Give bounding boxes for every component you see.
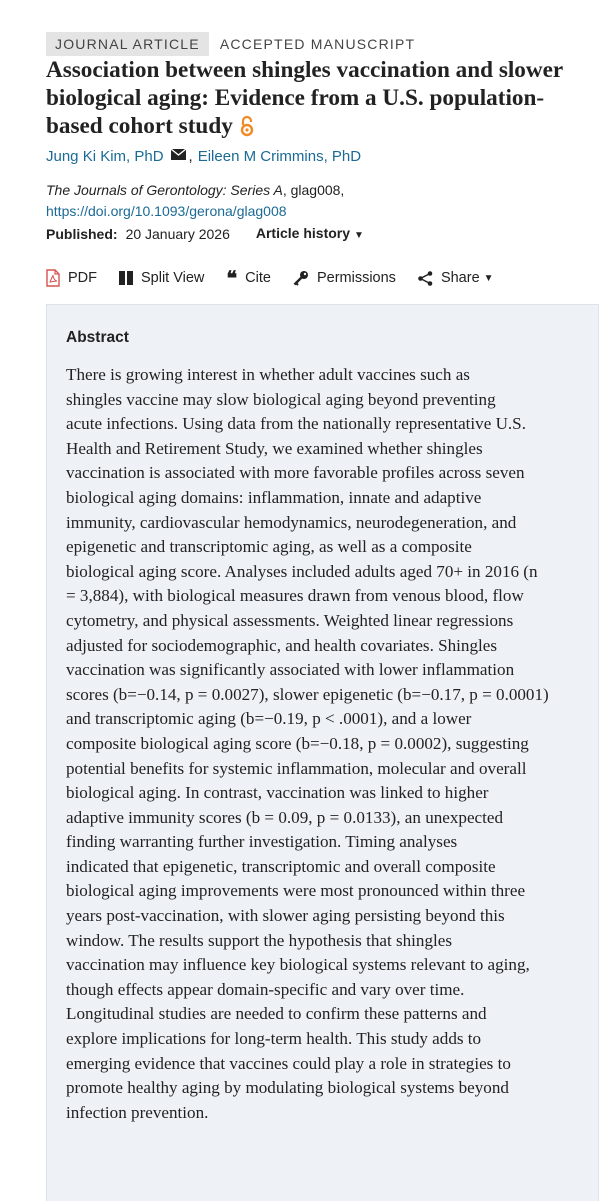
permissions-button[interactable] bbox=[293, 270, 396, 286]
abstract-line: vaccination may influence key biological systems relevant to aging, bbox=[66, 955, 530, 975]
abstract-line: scores (b=−0.14, p = 0.0027), slower epigenetic (b=−0.17, p = 0.0001) bbox=[66, 684, 549, 704]
caret-down-icon: ▼ bbox=[483, 272, 494, 284]
key-icon bbox=[293, 270, 309, 286]
author-link[interactable]: Jung Ki Kim, PhD bbox=[46, 148, 164, 165]
abstract-line: epigenetic and transcriptomic aging, as well as a composite bbox=[66, 537, 472, 557]
abstract-line: biological aging domains: inflammation, innate and adaptive bbox=[66, 487, 482, 507]
article-history-label: Article history bbox=[255, 225, 351, 241]
abstract-line: biological aging. In contrast, vaccination was linked to higher bbox=[66, 783, 489, 803]
abstract-line: and transcriptomic aging (b=−0.19, p < .0001), and a lower bbox=[66, 709, 472, 729]
article-toolbar bbox=[46, 266, 516, 290]
abstract-line: though effects appear domain-specific and vary over time. bbox=[66, 979, 465, 999]
abstract-line: explore implications for long-term health. This study adds to bbox=[66, 1029, 482, 1049]
share-button[interactable] bbox=[418, 270, 494, 286]
published-date: 20 January 2026 bbox=[125, 226, 230, 242]
pdf-label: PDF bbox=[68, 270, 97, 286]
abstract-line: emerging evidence that vaccines could play a role in strategies to bbox=[66, 1053, 511, 1073]
journal-name: The Journals of Gerontology: Series A bbox=[46, 182, 283, 198]
abstract-line: = 3,884), with biological measures drawn from venous blood, flow bbox=[66, 586, 524, 606]
abstract-line: finding warranting further investigation. Timing analyses bbox=[66, 832, 458, 852]
permissions-label: Permissions bbox=[316, 270, 396, 286]
abstract-line: shingles vaccine may slow biological aging beyond preventing bbox=[66, 389, 496, 409]
cite-quote-icon: ❝ bbox=[226, 266, 238, 290]
abstract-line: promote healthy aging by modulating biological systems beyond bbox=[66, 1078, 509, 1098]
abstract-line: Longitudinal studies are needed to confirm these patterns and bbox=[66, 1004, 487, 1024]
open-access-icon bbox=[239, 115, 255, 144]
abstract-heading: Abstract bbox=[66, 329, 129, 346]
abstract-line: window. The results support the hypothesis that shingles bbox=[66, 930, 453, 950]
abstract-line: indicated that epigenetic, transcriptomic and overall composite bbox=[66, 856, 496, 876]
cite-label: Cite bbox=[245, 270, 271, 286]
share-label: Share bbox=[440, 270, 480, 286]
article-title bbox=[46, 56, 601, 144]
title-line: based cohort study bbox=[46, 113, 233, 139]
caret-down-icon: ▼ bbox=[354, 230, 364, 241]
abstract-line: vaccination is associated with more favorable profiles across seven bbox=[66, 463, 525, 483]
mail-icon[interactable] bbox=[170, 147, 187, 167]
title-line: Association between shingles vaccination and slower bbox=[46, 57, 564, 83]
abstract-line: years post-vaccination, with slower aging persisting beyond this bbox=[66, 906, 505, 926]
abstract-line: Health and Retirement Study, we examined whether shingles bbox=[66, 438, 483, 458]
abstract-line: cytometry, and physical assessments. Weighted linear regressions bbox=[66, 610, 514, 630]
abstract-body bbox=[66, 363, 584, 1125]
abstract-line: infection prevention. bbox=[66, 1102, 209, 1122]
abstract-line: biological aging score. Analyses included adults aged 70+ in 2016 (n bbox=[66, 561, 538, 581]
author-separator: , bbox=[188, 148, 193, 165]
title-line: biological aging: Evidence from a U.S. population- bbox=[46, 85, 545, 111]
abstract-line: acute infections. Using data from the nationally representative U.S. bbox=[66, 414, 526, 434]
split-view-icon bbox=[119, 271, 133, 285]
author-link[interactable]: Eileen M Crimmins, PhD bbox=[197, 148, 362, 165]
author-list bbox=[46, 147, 361, 167]
abstract-section bbox=[46, 304, 599, 1201]
abstract-line: potential benefits for systemic inflammation, molecular and overall bbox=[66, 758, 527, 778]
abstract-line: vaccination was significantly associated with lower inflammation bbox=[66, 660, 515, 680]
split-view-label: Split View bbox=[141, 270, 205, 286]
cite-button[interactable] bbox=[226, 266, 271, 290]
split-view-button[interactable] bbox=[119, 270, 204, 286]
abstract-line: There is growing interest in whether adult vaccines such as bbox=[66, 365, 470, 384]
abstract-line: biological aging improvements were most pronounced within three bbox=[66, 881, 526, 901]
article-status-tag: ACCEPTED MANUSCRIPT bbox=[219, 36, 416, 52]
article-history-toggle[interactable] bbox=[256, 223, 364, 246]
article-id: , glag008, bbox=[282, 182, 345, 198]
publication-info bbox=[46, 223, 364, 246]
pdf-button[interactable] bbox=[46, 269, 97, 287]
abstract-line: adjusted for sociodemographic, and health covariates. Shingles bbox=[66, 635, 498, 655]
abstract-line: immunity, cardiovascular hemodynamics, neurodegeneration, and bbox=[66, 512, 517, 532]
pdf-icon bbox=[46, 269, 60, 287]
abstract-line: adaptive immunity scores (b = 0.09, p = 0.0133), an unexpected bbox=[66, 807, 504, 827]
citation-line bbox=[46, 180, 344, 201]
article-type-tag: JOURNAL ARTICLE bbox=[46, 32, 209, 56]
published-label: Published: bbox=[46, 226, 118, 242]
doi-link[interactable]: https://doi.org/10.1093/gerona/glag008 bbox=[46, 203, 287, 219]
share-icon bbox=[418, 271, 433, 286]
abstract-line: composite biological aging score (b=−0.18, p = 0.0002), suggesting bbox=[66, 733, 529, 753]
article-tags bbox=[46, 32, 415, 56]
